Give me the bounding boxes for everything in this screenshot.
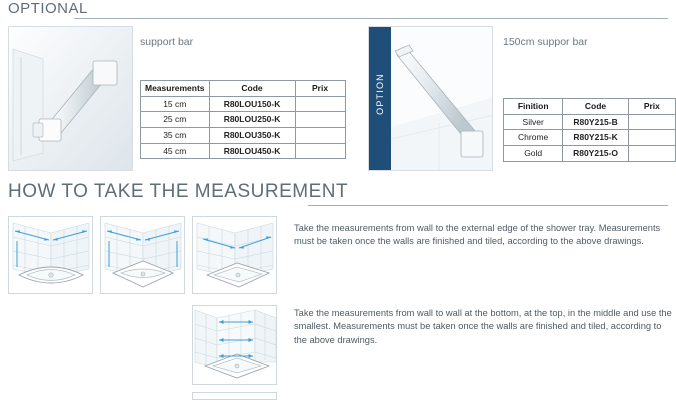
- cell-prix: [295, 143, 345, 159]
- cell-finition: Gold: [504, 145, 563, 161]
- support-bar-photo: [8, 26, 133, 171]
- cell-code: R80Y215-B: [563, 114, 628, 130]
- option-badge-label: OPTION: [375, 73, 385, 115]
- measurement-section-heading: [8, 181, 668, 207]
- support-bar-150cm-title: 150cm suppor bar: [503, 36, 588, 48]
- table-row: [504, 130, 676, 146]
- table-row: [504, 145, 676, 161]
- measurement-note-2: Take the measurements from wall to wall at the bottom, at the top, in the middle and use the smallest. Measurements must be taken once the walls are finished and tiled, according to the above drawings.: [294, 308, 672, 345]
- cell-prix: [295, 96, 345, 112]
- option-badge: [369, 27, 391, 171]
- support-bar-150cm-table: [503, 98, 676, 162]
- heading-rule: [308, 205, 668, 206]
- measurement-note-1: Take the measurements from wall to the external edge of the shower tray. Measurements must be taken once the walls are finished and tiled, according to the above drawings.: [294, 223, 661, 247]
- support-bar-title: support bar: [140, 36, 194, 48]
- recess-drawing-svg: [193, 306, 277, 385]
- cell-code: R80LOU350-K: [209, 127, 295, 143]
- cell-finition: Silver: [504, 114, 563, 130]
- column-header-measurements: Measurements: [141, 81, 210, 97]
- corner-drawing-svg: [101, 217, 185, 294]
- column-header-prix: Prix: [628, 99, 675, 115]
- cell-code: R80LOU250-K: [209, 112, 295, 128]
- cell-prix: [628, 145, 675, 161]
- cell-code: R80LOU150-K: [209, 96, 295, 112]
- partial-drawing: [192, 392, 277, 400]
- table-row: [141, 96, 346, 112]
- cell-code: R80Y215-O: [563, 145, 628, 161]
- table-row: [141, 143, 346, 159]
- cell-prix: [295, 127, 345, 143]
- cell-code: R80Y215-K: [563, 130, 628, 146]
- rectangular-drawing-svg: [193, 217, 277, 294]
- cell-measurement: 35 cm: [141, 127, 210, 143]
- cell-code: R80LOU450-K: [209, 143, 295, 159]
- column-header-finition: Finition: [504, 99, 563, 115]
- optional-section-title: OPTIONAL: [8, 0, 88, 17]
- corner-shower-tray-drawing: [100, 216, 185, 294]
- column-header-code: Code: [563, 99, 628, 115]
- cell-finition: Chrome: [504, 130, 563, 146]
- support-bar-table: [140, 80, 346, 159]
- cell-measurement: 15 cm: [141, 96, 210, 112]
- table-row: [504, 114, 676, 130]
- support-bar-150cm-photo: [368, 26, 493, 171]
- cell-measurement: 25 cm: [141, 112, 210, 128]
- cell-prix: [295, 112, 345, 128]
- heading-rule: [74, 18, 668, 19]
- measurement-section-title: HOW TO TAKE THE MEASUREMENT: [8, 181, 349, 202]
- column-header-prix: Prix: [295, 81, 345, 97]
- cell-prix: [628, 130, 675, 146]
- table-row: [141, 127, 346, 143]
- quadrant-drawing-svg: [9, 217, 93, 294]
- cell-measurement: 45 cm: [141, 143, 210, 159]
- column-header-code: Code: [209, 81, 295, 97]
- cell-prix: [628, 114, 675, 130]
- table-header-row: [504, 99, 676, 115]
- recess-shower-tray-drawing: [192, 305, 277, 385]
- table-header-row: [141, 81, 346, 97]
- rectangular-shower-tray-drawing: [192, 216, 277, 294]
- optional-section-heading: [8, 0, 668, 20]
- table-row: [141, 112, 346, 128]
- quadrant-shower-tray-drawing: [8, 216, 93, 294]
- support-bar-illustration: [9, 27, 133, 171]
